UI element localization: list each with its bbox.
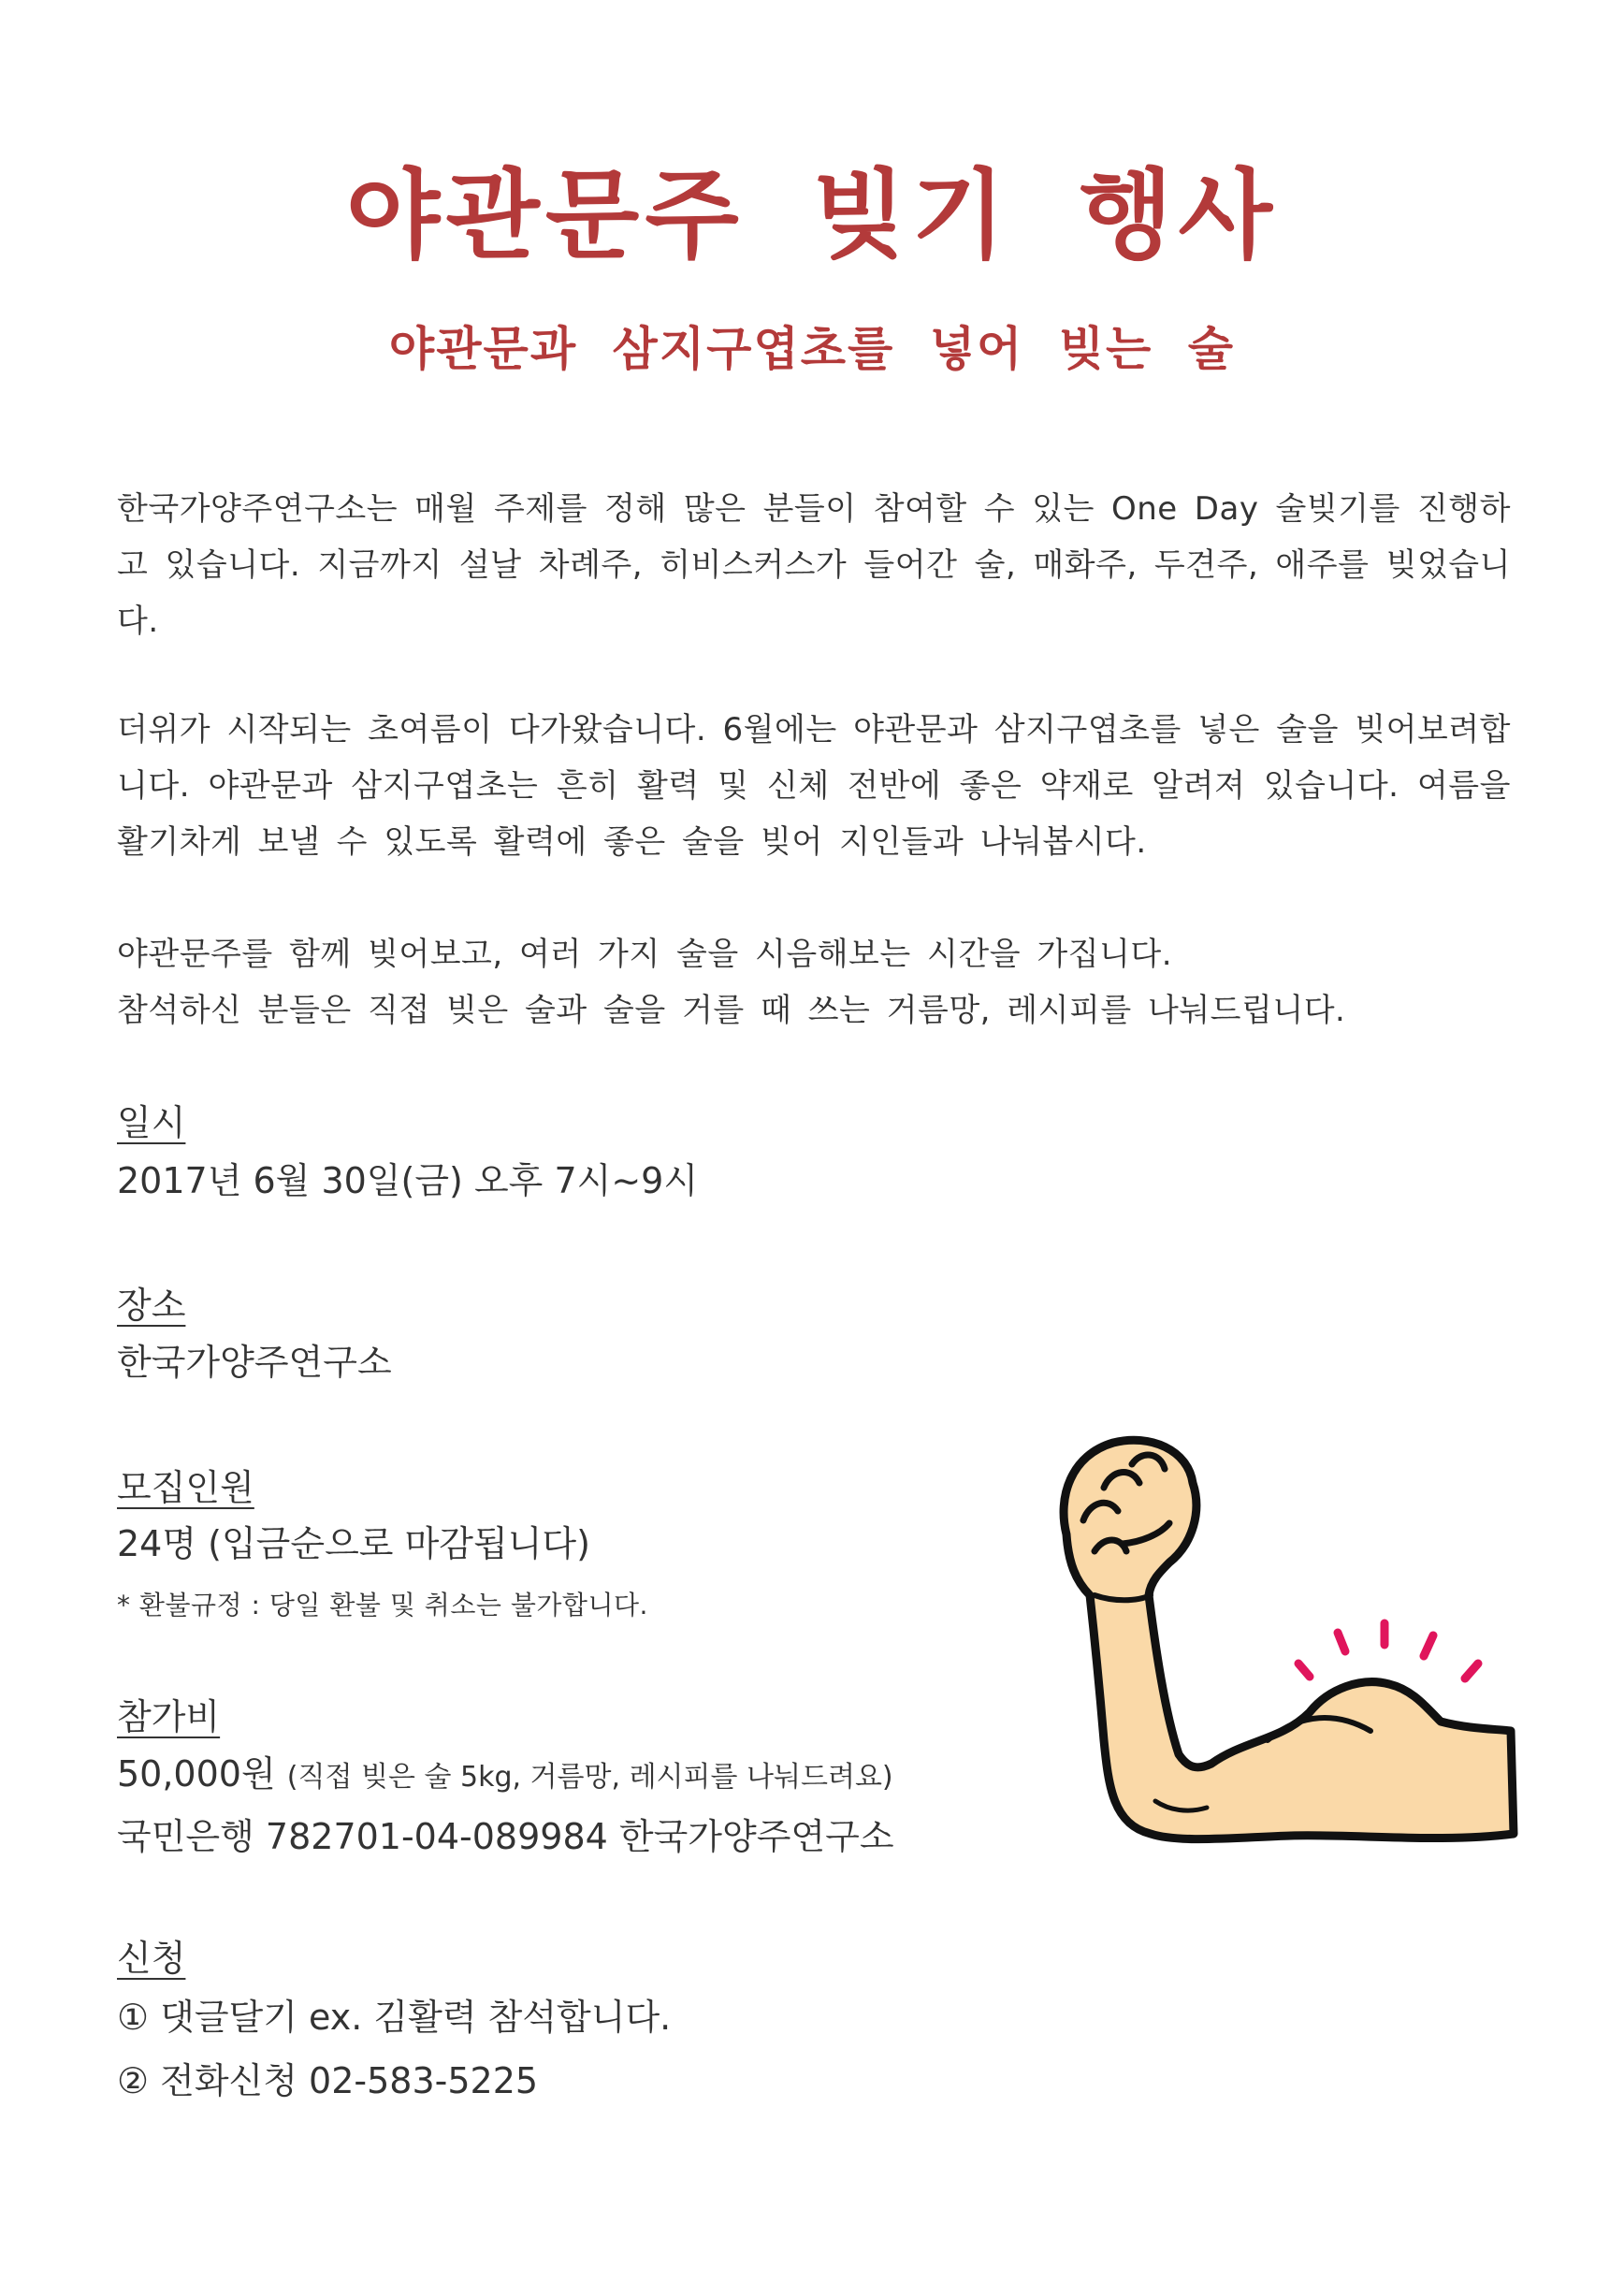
intro-paragraph-3-line-2: 참석하신 분들은 직접 빚은 술과 술을 거를 때 쓰는 거름망, 레시피를 나눠드립니다. <box>117 992 1346 1029</box>
intro-paragraph-1: 한국가양주연구소는 매월 주제를 정해 많은 분들이 참여할 수 있는 One Day 술빚기를 진행하고 있습니다. 지금까지 설날 차례주, 히비스커스가 들어간 술, 매화주, 두견주, 애주를 빚었습니다. <box>117 490 1511 640</box>
place-label: 장소 <box>117 1285 186 1326</box>
intro-paragraph-2: 더위가 시작되는 초여름이 다가왔습니다. 6월에는 야관문과 삼지구엽초를 넣은 술을 빚어보려합니다. 야관문과 삼지구엽초는 흔히 활력 및 신체 전반에 좋은 약재로 알려져 있습니다. 여름을 활기차게 보낼 수 있도록 활력에 좋은 술을 빚어 지인들과 나눠봅시다. <box>117 711 1511 861</box>
fee-detail: (직접 빚은 술 5kg, 거름망, 레시피를 나눠드려요) <box>286 1761 893 1794</box>
place-value: 한국가양주연구소 <box>117 1342 392 1383</box>
recruit-label: 모집인원 <box>117 1467 254 1508</box>
arm-shape <box>1064 1440 1514 1838</box>
date-label: 일시 <box>117 1102 186 1143</box>
page-title: 야관문주 빚기 행사 <box>345 158 1279 272</box>
page-subtitle: 야관문과 삼지구엽초를 넣어 빚는 술 <box>388 322 1236 376</box>
sparkle-marks <box>1298 1623 1478 1678</box>
bank-account: 국민은행 782701-04-089984 한국가양주연구소 <box>117 1816 894 1857</box>
apply-label: 신청 <box>117 1938 186 1979</box>
refund-policy-note: * 환불규정 : 당일 환불 및 취소는 불가합니다. <box>117 1590 648 1620</box>
fee-line <box>117 1748 893 1804</box>
fee-amount: 50,000원 <box>117 1753 276 1795</box>
flexing-arm-icon <box>1001 1431 1525 1881</box>
apply-option-phone: ② 전화신청 02-583-5225 <box>117 2060 539 2101</box>
intro-paragraph-3 <box>117 926 1511 1039</box>
intro-paragraph-3-line-1: 야관문주를 함께 빚어보고, 여러 가지 술을 시음해보는 시간을 가집니다. <box>117 936 1173 973</box>
date-value: 2017년 6월 30일(금) 오후 7시~9시 <box>117 1160 699 1201</box>
recruit-value: 24명 (입금순으로 마감됩니다) <box>117 1523 590 1564</box>
apply-option-comment: ① 댓글달기 ex. 김활력 참석합니다. <box>117 1997 672 2038</box>
fee-label: 참가비 <box>117 1696 221 1737</box>
